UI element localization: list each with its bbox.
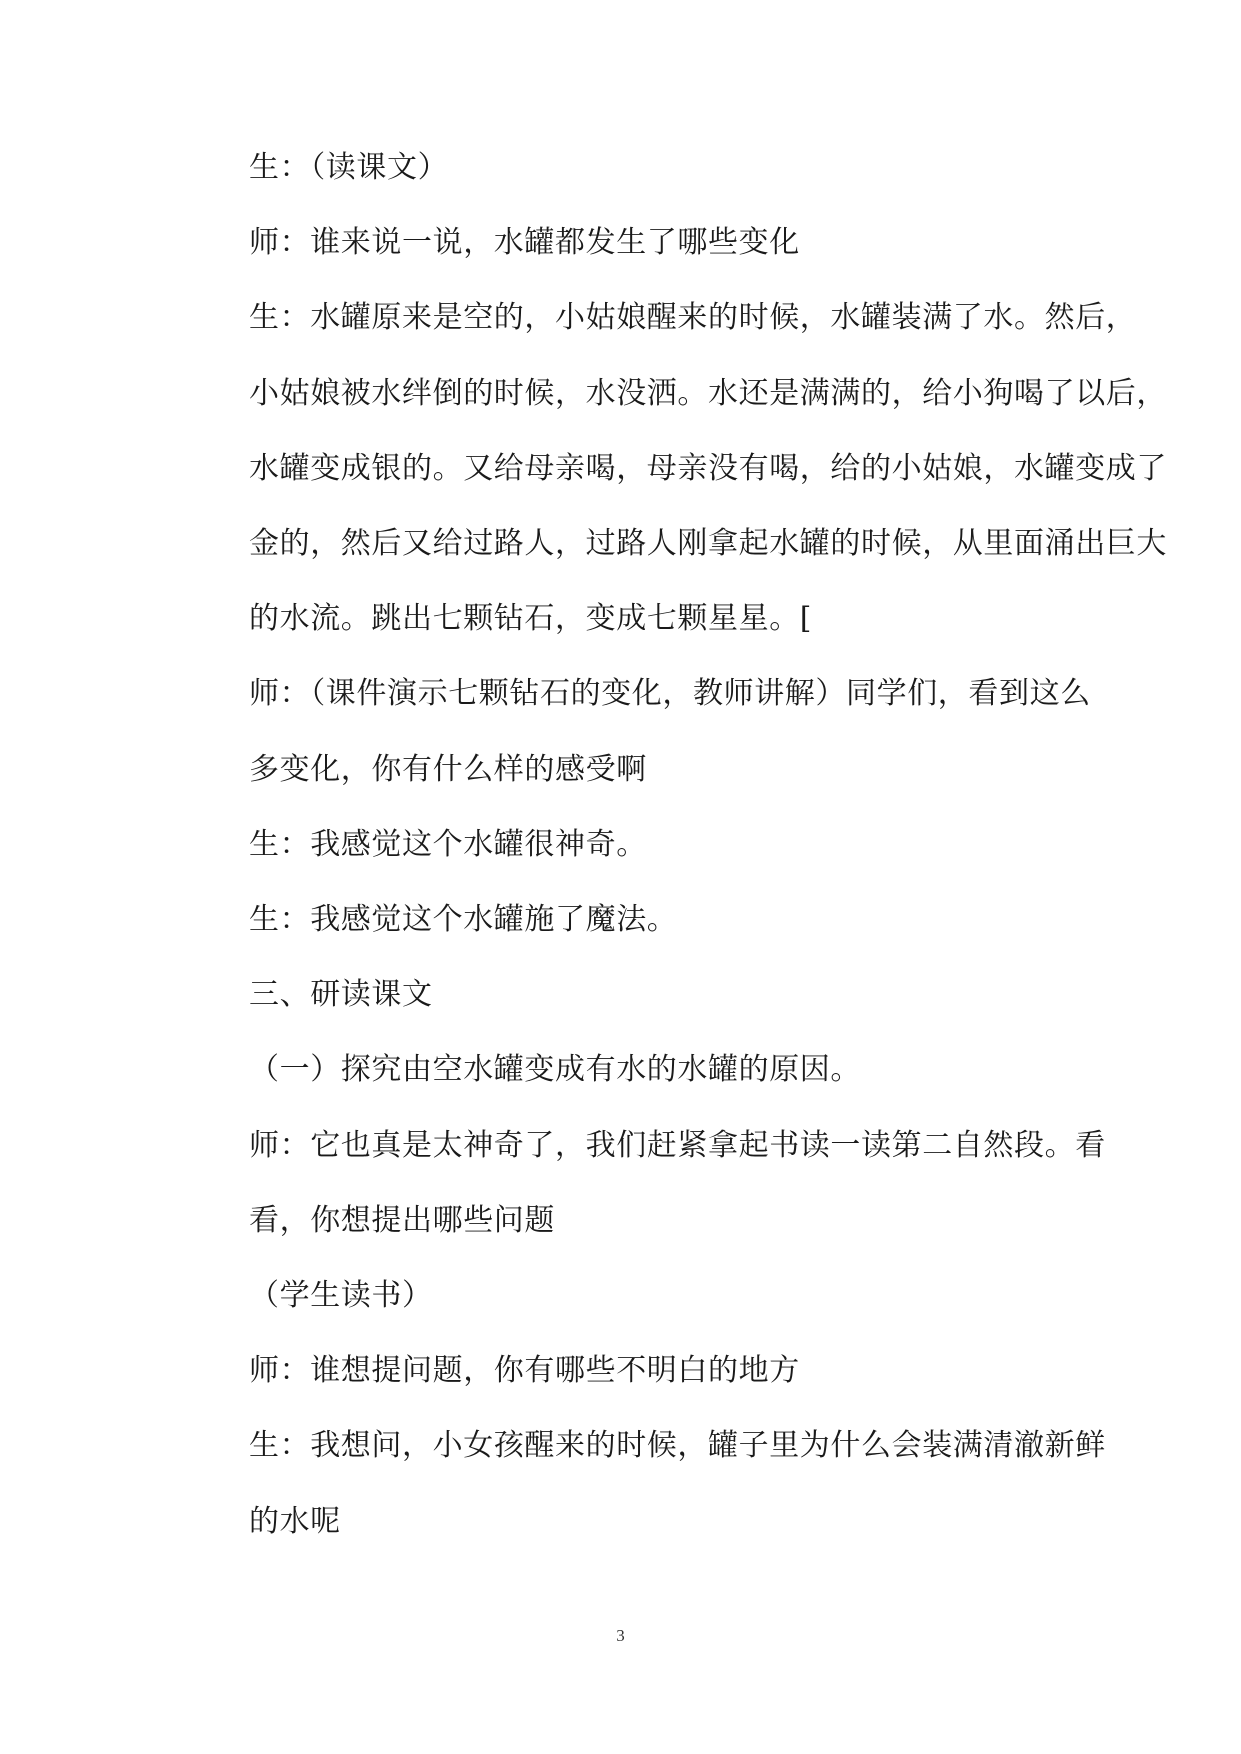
text-line: （学生读书）	[249, 1278, 433, 1314]
text-line: 生：（读课文）	[249, 150, 449, 185]
text-line: （一）探究由空水罐变成有水的水罐的原因。	[249, 1052, 861, 1088]
text-line: 师：它也真是太神奇了，我们赶紧拿起书读一读第二自然段。看	[249, 1127, 1106, 1163]
text-line: 的水流。跳出七颗钻石，变成七颗星星。[	[249, 601, 813, 637]
text-line: 师：谁来说一说，水罐都发生了哪些变化	[249, 225, 800, 261]
text-line: 生：我想问，小女孩醒来的时候，罐子里为什么会装满清澈新鲜	[249, 1428, 1106, 1464]
document-body	[190, 130, 1167, 1559]
page-number: 3	[616, 1626, 625, 1645]
paragraph	[190, 656, 1091, 806]
section-heading	[190, 957, 1060, 1032]
paragraph	[190, 1408, 1106, 1558]
text-line: 生：我感觉这个水罐施了魔法。	[249, 902, 678, 938]
subsection-heading	[190, 1032, 1060, 1107]
paragraph	[190, 882, 1060, 957]
text-line: 生：水罐原来是空的，小姑娘醒来的时候，水罐装满了水。然后，	[249, 300, 1137, 336]
text-line: 小姑娘被水绊倒的时候，水没洒。水还是满满的，给小狗喝了以后，	[249, 375, 1167, 411]
text-line: 师：谁想提问题，你有哪些不明白的地方	[249, 1353, 800, 1389]
paragraph	[190, 807, 1060, 882]
text-line: 的水呢	[249, 1503, 341, 1539]
text-line: 师：（课件演示七颗钻石的变化，教师讲解）同学们，看到这么	[249, 676, 1091, 712]
paragraph	[190, 205, 1060, 280]
paragraph	[190, 1333, 1060, 1408]
paragraph	[190, 280, 1167, 656]
text-line: 三、研读课文	[249, 977, 433, 1013]
text-line: 生：我感觉这个水罐很神奇。	[249, 826, 647, 862]
paragraph	[190, 1258, 1060, 1333]
paragraph	[190, 130, 1060, 205]
text-line: 多变化，你有什么样的感受啊	[249, 751, 647, 787]
text-line: 金的，然后又给过路人，过路人刚拿起水罐的时候，从里面涌出巨大	[249, 526, 1167, 562]
text-line: 看，你想提出哪些问题	[249, 1202, 555, 1238]
paragraph	[190, 1108, 1106, 1258]
text-line: 水罐变成银的。又给母亲喝，母亲没有喝，给的小姑娘，水罐变成了	[249, 450, 1167, 486]
